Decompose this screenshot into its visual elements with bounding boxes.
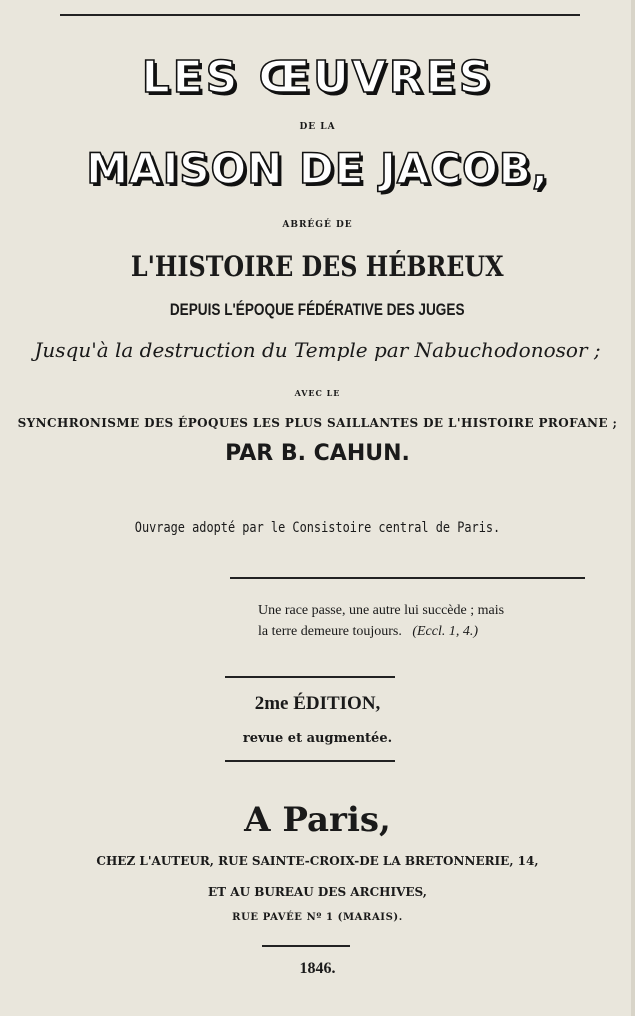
publisher-line-3: RUE PAVÉE Nº 1 (MARAIS). bbox=[232, 912, 403, 923]
title-line-1: LES ŒUVRES bbox=[141, 52, 494, 103]
year: 1846. bbox=[299, 960, 336, 977]
place: A Paris, bbox=[244, 800, 391, 840]
connector-abrege-de: ABRÉGÉ DE bbox=[282, 220, 353, 230]
epigraph-text: la terre demeure toujours. bbox=[258, 624, 402, 639]
year-rule bbox=[262, 945, 350, 947]
edition-rule-bottom bbox=[225, 760, 395, 762]
period-line-1 bbox=[0, 300, 635, 320]
period-line-2: Jusqu'à la destruction du Temple par Nabuchodonosor ; bbox=[34, 338, 601, 362]
epigraph-rule bbox=[230, 577, 585, 579]
connector-avec-le: AVEC LE bbox=[294, 388, 341, 398]
connector-de-la: DE LA bbox=[299, 122, 336, 132]
approval-note: Ouvrage adopté par le Consistoire central de Paris. bbox=[134, 520, 501, 536]
edition: 2me ÉDITION, bbox=[254, 693, 381, 714]
synchronism-line: SYNCHRONISME DES ÉPOQUES LES PLUS SAILLANTES DE L'HISTOIRE PROFANE ; bbox=[17, 416, 618, 430]
title-line-2: MAISON DE JACOB, bbox=[86, 144, 549, 193]
epigraph-line-2 bbox=[258, 624, 478, 640]
epigraph-source: (Eccl. 1, 4.) bbox=[412, 624, 479, 639]
subtitle-text: L'HISTOIRE DES HÉBREUX bbox=[131, 250, 504, 283]
edition-note: revue et augmentée. bbox=[242, 731, 393, 746]
edition-rule-top bbox=[225, 676, 395, 678]
author: PAR B. CAHUN. bbox=[225, 441, 410, 466]
subtitle bbox=[0, 250, 635, 283]
publisher-line-2: ET AU BUREAU DES ARCHIVES, bbox=[208, 885, 427, 899]
period-line-1-text: DEPUIS L'ÉPOQUE FÉDÉRATIVE DES JUGES bbox=[170, 300, 465, 319]
publisher-line-1: CHEZ L'AUTEUR, RUE SAINTE-CROIX-DE LA BRETONNERIE, 14, bbox=[96, 854, 539, 868]
epigraph-line-1: Une race passe, une autre lui succède ; mais bbox=[258, 603, 505, 618]
top-rule bbox=[60, 14, 580, 16]
